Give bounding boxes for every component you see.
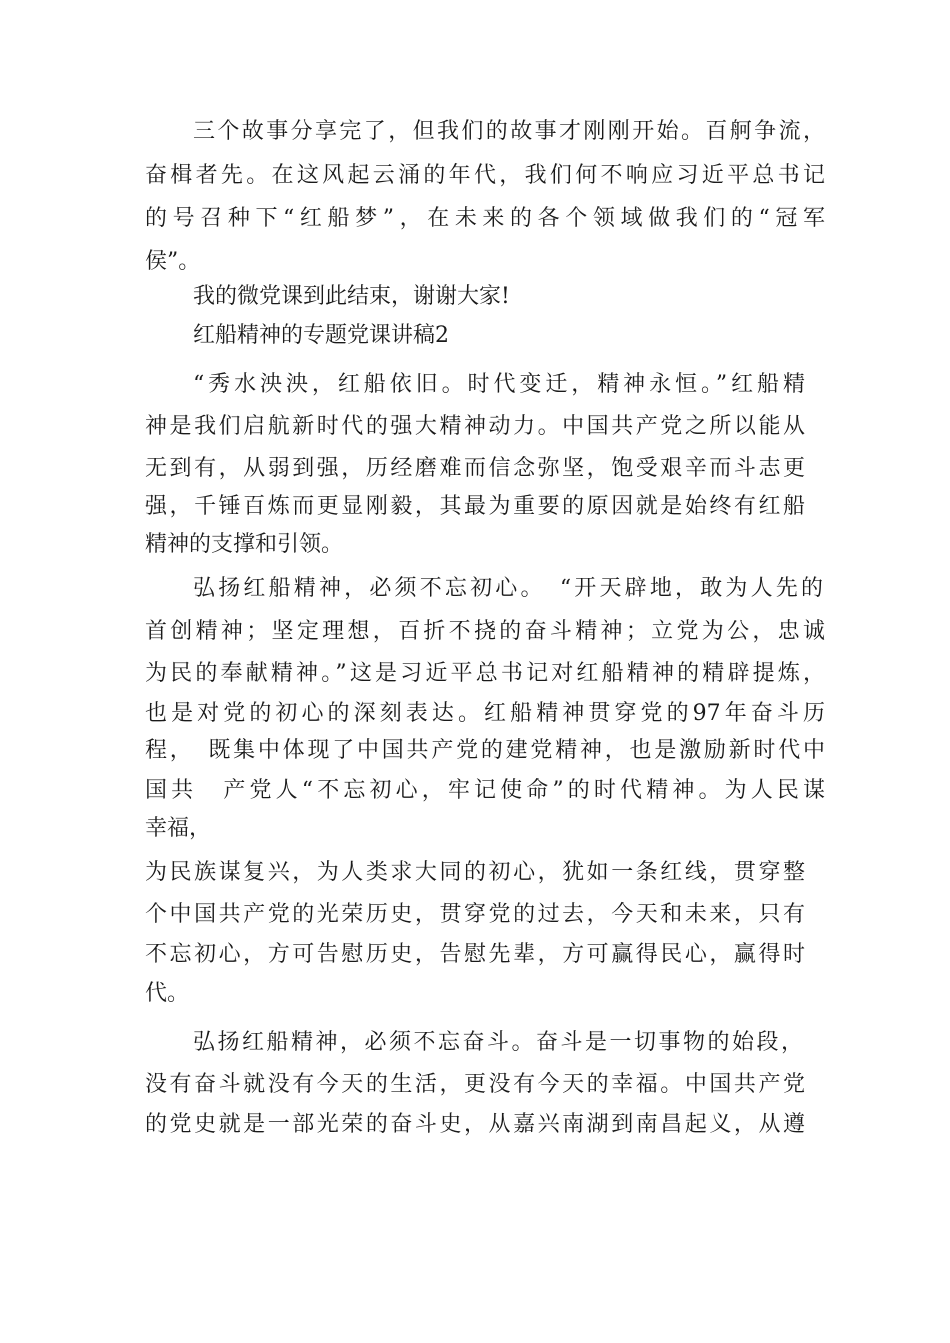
text-line: 不忘初心，方可告慰历史，告慰先辈，方可赢得民心，赢得时 (145, 942, 805, 967)
text-line: 的党史就是一部光荣的奋斗史，从嘉兴南湖到南昌起义，从遵 (145, 1112, 805, 1137)
section-heading: 红船精神的专题党课讲稿2 (193, 323, 449, 348)
text-line: 国共 产党人“不忘初心，牢记使命”的时代精神。为人民谋 (145, 778, 825, 803)
text-line: “秀水泱泱，红船依旧。时代变迁，精神永恒。”红船精 (193, 372, 805, 397)
text-line: 弘扬红船精神，必须不忘奋斗。奋斗是一切事物的始段， (193, 1030, 803, 1055)
text-line: 精神的支撑和引领。 (145, 532, 344, 557)
text-line: 的号召种下“红船梦”，在未来的各个领域做我们的“冠军 (145, 206, 825, 231)
text-line: 三个故事分享完了，但我们的故事才刚刚开始。百舸争流， (193, 119, 825, 144)
text-line: 神是我们启航新时代的强大精神动力。中国共产党之所以能从 (145, 414, 805, 439)
text-line: 奋楫者先。在这风起云涌的年代，我们何不响应习近平总书记 (145, 163, 825, 188)
text-line: 首创精神；坚定理想，百折不挠的奋斗精神；立党为公，忠诚 (145, 619, 825, 644)
text-line: 侯”。 (145, 249, 201, 274)
text-line: 为民的奉献精神。”这是习近平总书记对红船精神的精辟提炼， (145, 661, 825, 686)
text-line: 为民族谋复兴，为人类求大同的初心，犹如一条红线，贯穿整 (145, 860, 805, 885)
text-line: 幸福， (145, 816, 212, 841)
text-line: 没有奋斗就没有今天的生活，更没有今天的幸福。中国共产党 (145, 1072, 805, 1097)
text-line: 我的微党课到此结束，谢谢大家! (193, 284, 510, 309)
text-line: 程， 既集中体现了中国共产党的建党精神，也是激励新时代中 (145, 738, 825, 763)
text-line: 个中国共产党的光荣历史，贯穿党的过去，今天和未来，只有 (145, 902, 805, 927)
text-line: 弘扬红船精神，必须不忘初心。 “开天辟地，敢为人先的 (193, 576, 823, 601)
text-line: 无到有，从弱到强，历经磨难而信念弥坚，饱受艰辛而斗志更 (145, 456, 805, 481)
text-line: 代。 (145, 981, 190, 1006)
text-line: 强，千锤百炼而更显刚毅，其最为重要的原因就是始终有红船 (145, 494, 805, 519)
text-line: 也是对党的初心的深刻表达。红船精神贯穿党的97年奋斗历 (145, 701, 825, 726)
